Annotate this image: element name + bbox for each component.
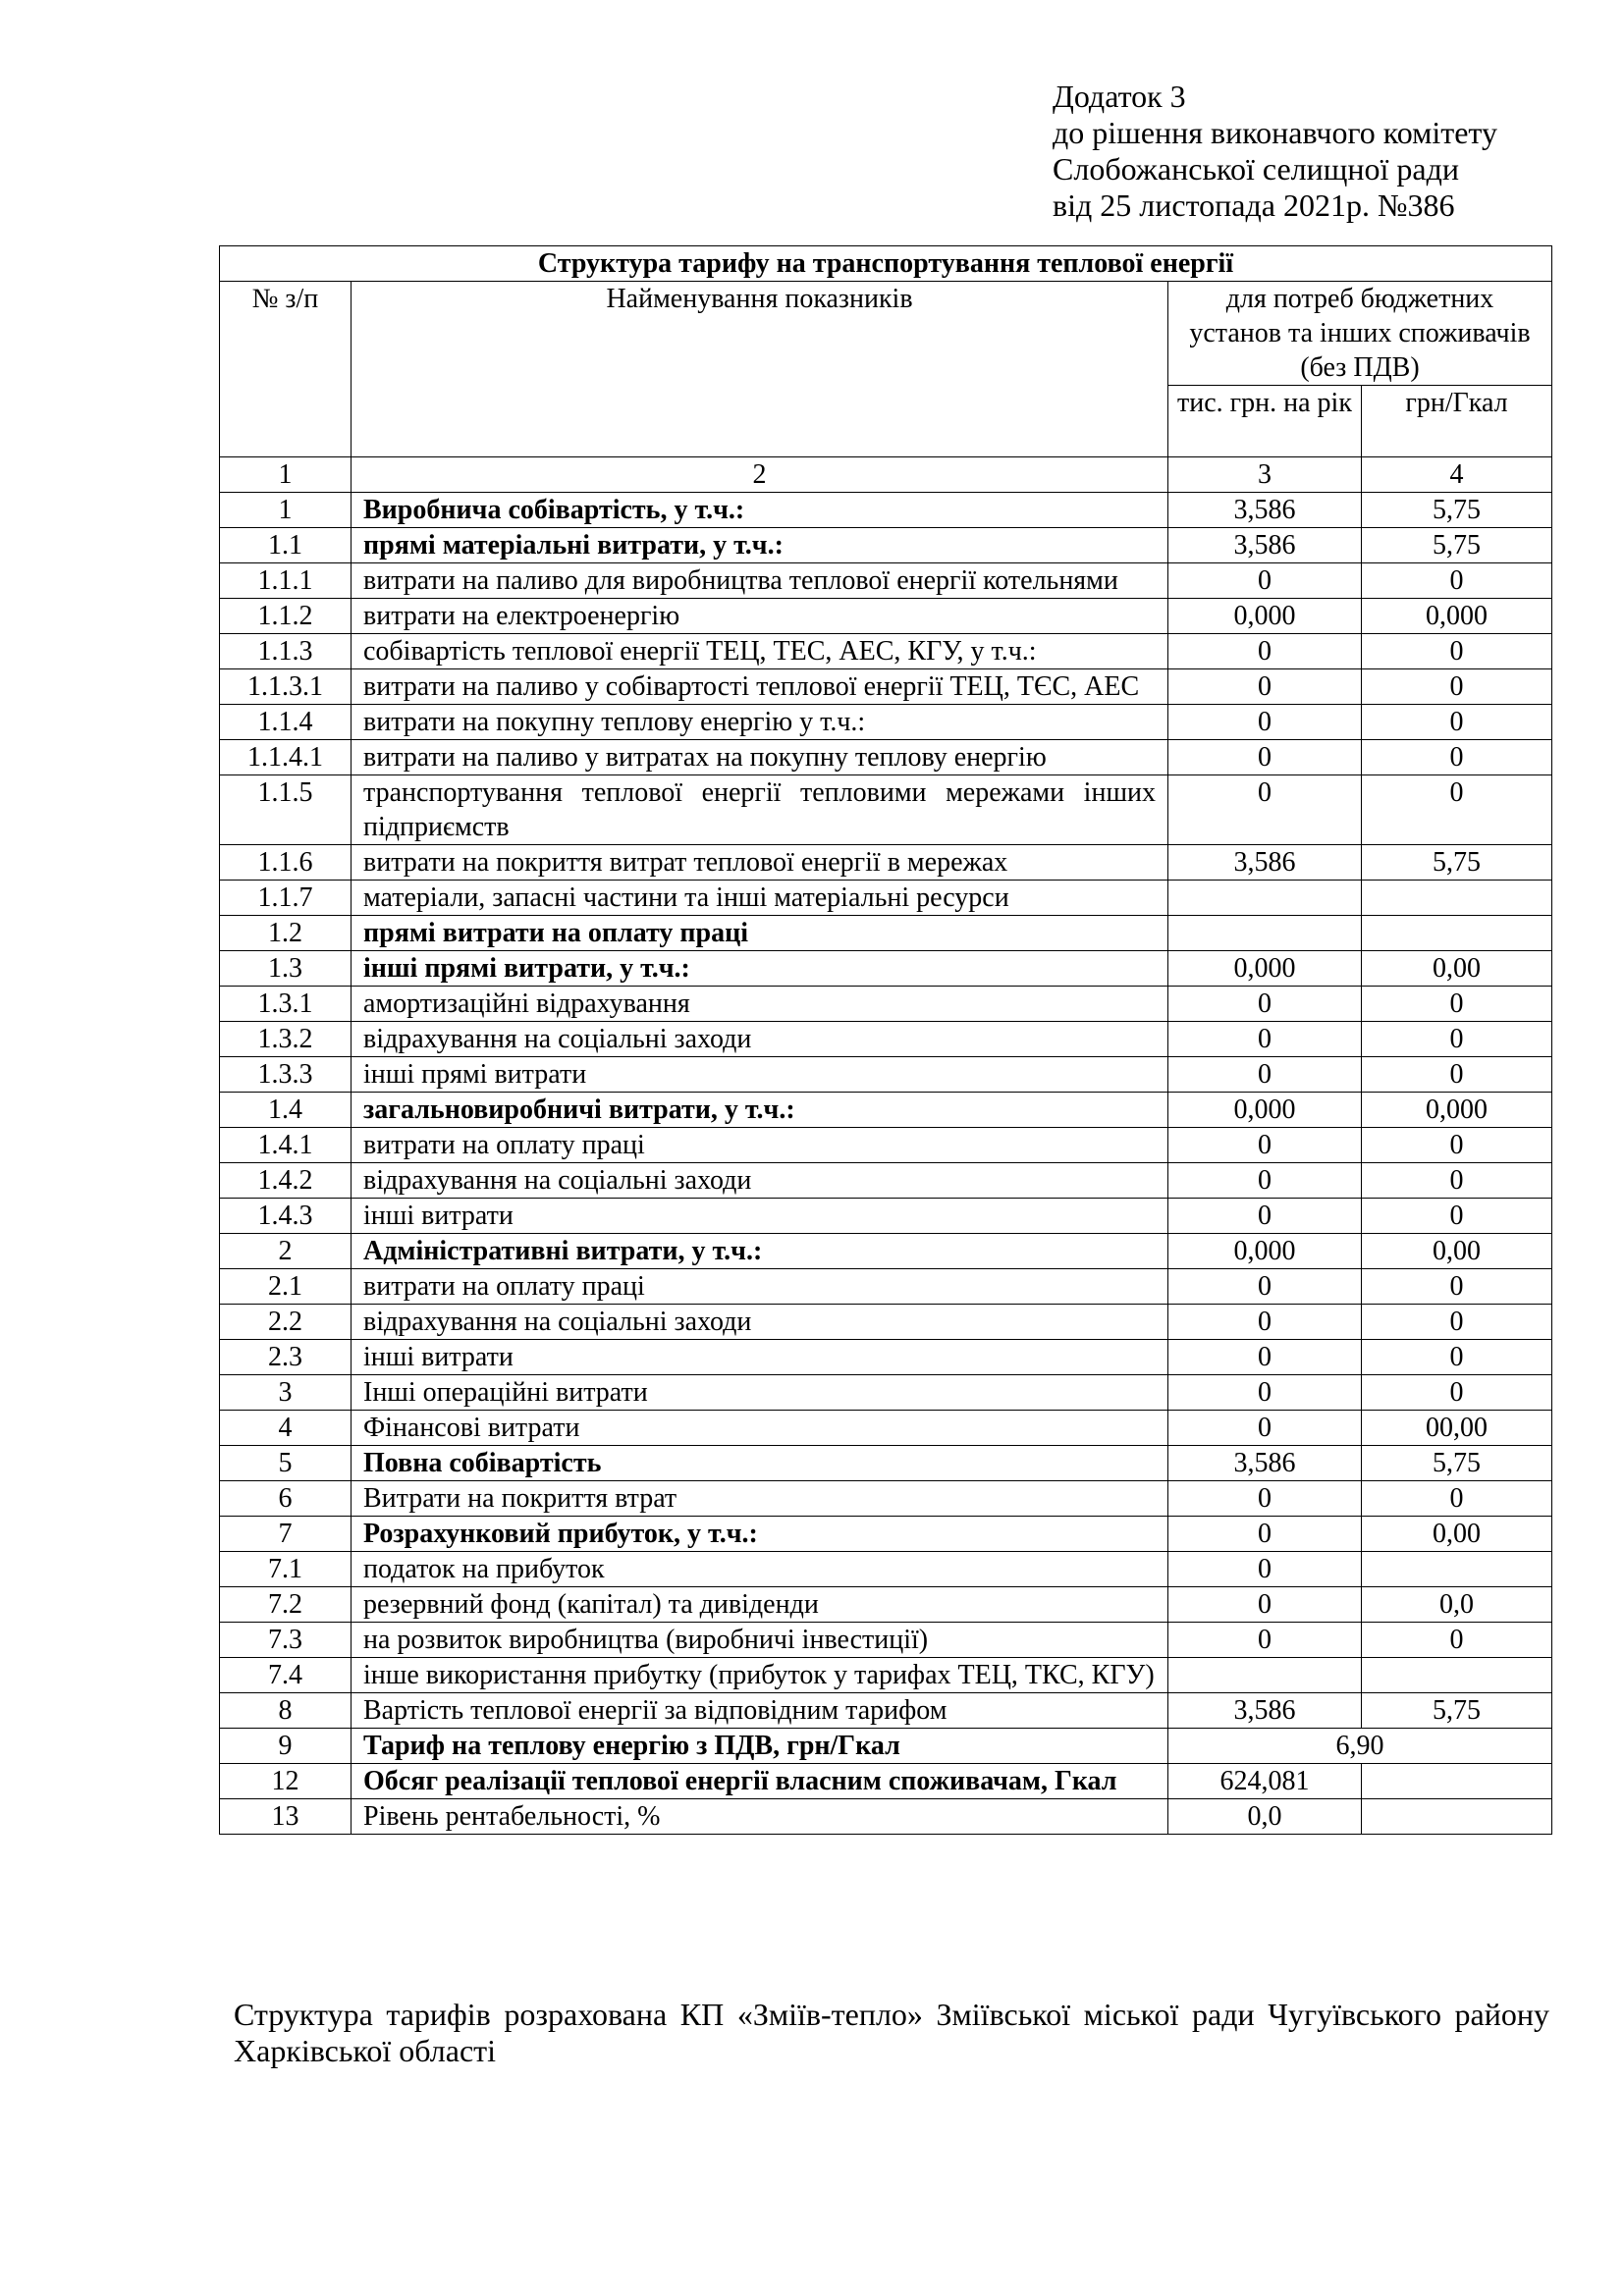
table-row xyxy=(220,705,1552,740)
table-row xyxy=(220,1305,1552,1340)
row-name: витрати на покупну теплову енергію у т.ч.: xyxy=(352,705,1168,740)
table-row xyxy=(220,1658,1552,1693)
row-value-thousand-uah: 0,000 xyxy=(1168,951,1362,987)
row-num: 1.1.5 xyxy=(220,775,352,845)
table-row xyxy=(220,845,1552,881)
row-name: прямі матеріальні витрати, у т.ч.: xyxy=(352,528,1168,563)
table-row xyxy=(220,1057,1552,1093)
row-num: 1.3.1 xyxy=(220,987,352,1022)
row-value-uah-gcal: 0 xyxy=(1362,740,1552,775)
row-value-uah-gcal: 0 xyxy=(1362,987,1552,1022)
row-value-thousand-uah: 0 xyxy=(1168,987,1362,1022)
row-value-uah-gcal: 0,00 xyxy=(1362,1234,1552,1269)
row-num: 7.1 xyxy=(220,1552,352,1587)
row-value-uah-gcal: 0 xyxy=(1362,1057,1552,1093)
row-value-thousand-uah: 0 xyxy=(1168,1163,1362,1199)
row-value-thousand-uah: 0 xyxy=(1168,775,1362,845)
row-name: інші прямі витрати, у т.ч.: xyxy=(352,951,1168,987)
table-row xyxy=(220,987,1552,1022)
row-name: витрати на паливо для виробництва теплової енергії котельнями xyxy=(352,563,1168,599)
row-value-thousand-uah: 0,000 xyxy=(1168,1093,1362,1128)
row-name: інші витрати xyxy=(352,1199,1168,1234)
row-value-uah-gcal: 0 xyxy=(1362,1305,1552,1340)
table-row xyxy=(220,740,1552,775)
row-value-uah-gcal: 0,0 xyxy=(1362,1587,1552,1623)
row-name: інші прямі витрати xyxy=(352,1057,1168,1093)
row-value-uah-gcal xyxy=(1362,1658,1552,1693)
row-name: витрати на паливо у витратах на покупну теплову енергію xyxy=(352,740,1168,775)
tariff-table-body xyxy=(220,246,1552,1729)
row-value-uah-gcal: 0 xyxy=(1362,1481,1552,1517)
row-name: Повна собівартість xyxy=(352,1446,1168,1481)
row-name: інше використання прибутку (прибуток у тарифах ТЕЦ, ТКС, КГУ) xyxy=(352,1658,1168,1693)
table-row xyxy=(220,528,1552,563)
row-value-uah-gcal xyxy=(1362,1799,1552,1835)
row-value-uah-gcal: 0 xyxy=(1362,1375,1552,1411)
row-value-uah-gcal: 5,75 xyxy=(1362,1693,1552,1729)
row-num: 1.1.3.1 xyxy=(220,669,352,705)
annex-line-4: від 25 листопада 2021р. №386 xyxy=(1053,187,1455,223)
row-value-thousand-uah xyxy=(1168,1658,1362,1693)
row-value-thousand-uah: 0 xyxy=(1168,1411,1362,1446)
table-row xyxy=(220,881,1552,916)
row-name: Обсяг реалізації теплової енергії власним споживачам, Гкал xyxy=(352,1764,1168,1799)
row-value-thousand-uah: 3,586 xyxy=(1168,1446,1362,1481)
row-num: 8 xyxy=(220,1693,352,1729)
row-value-uah-gcal xyxy=(1362,1552,1552,1587)
table-title: Структура тарифу на транспортування теплової енергії xyxy=(220,246,1552,282)
footnote: Структура тарифів розрахована КП «Зміїв-тепло» Зміївської міської ради Чугуївського району Харківської області xyxy=(234,1997,1549,2068)
row-value-uah-gcal: 0 xyxy=(1362,669,1552,705)
row-value-thousand-uah: 3,586 xyxy=(1168,845,1362,881)
row-value-uah-gcal: 0 xyxy=(1362,705,1552,740)
row-value-thousand-uah: 0 xyxy=(1168,1623,1362,1658)
table-row xyxy=(220,775,1552,845)
row-value-thousand-uah: 0 xyxy=(1168,1481,1362,1517)
row-num: 1.2 xyxy=(220,916,352,951)
row-name: загальновиробничі витрати, у т.ч.: xyxy=(352,1093,1168,1128)
row-num: 1.1.2 xyxy=(220,599,352,634)
row-value-uah-gcal: 0 xyxy=(1362,1269,1552,1305)
row-name: Тариф на теплову енергію з ПДВ, грн/Гкал xyxy=(352,1729,1168,1764)
row-value-thousand-uah: 3,586 xyxy=(1168,1693,1362,1729)
row-value-uah-gcal: 0 xyxy=(1362,1623,1552,1658)
tariff-table-tail xyxy=(220,1729,1552,1835)
row-num: 3 xyxy=(220,1375,352,1411)
row-value-uah-gcal: 0 xyxy=(1362,563,1552,599)
row-value-uah-gcal: 0 xyxy=(1362,1340,1552,1375)
table-row xyxy=(220,1022,1552,1057)
row-value-thousand-uah: 0,000 xyxy=(1168,1234,1362,1269)
row-value-thousand-uah: 0 xyxy=(1168,1340,1362,1375)
row-name: собівартість теплової енергії ТЕЦ, ТЕС, АЕС, КГУ, у т.ч.: xyxy=(352,634,1168,669)
table-row xyxy=(220,493,1552,528)
row-num: 2.2 xyxy=(220,1305,352,1340)
row-value-thousand-uah: 0 xyxy=(1168,669,1362,705)
row-value-thousand-uah: 0 xyxy=(1168,1375,1362,1411)
row-name: інші витрати xyxy=(352,1340,1168,1375)
row-num: 1.1.6 xyxy=(220,845,352,881)
row-value-thousand-uah xyxy=(1168,916,1362,951)
row-value-uah-gcal: 5,75 xyxy=(1362,845,1552,881)
row-num: 12 xyxy=(220,1764,352,1799)
row-value-thousand-uah: 0,000 xyxy=(1168,599,1362,634)
row-value-uah-gcal xyxy=(1362,881,1552,916)
row-num: 2 xyxy=(220,1234,352,1269)
table-row xyxy=(220,1693,1552,1729)
row-num: 13 xyxy=(220,1799,352,1835)
row-value-thousand-uah xyxy=(1168,881,1362,916)
row-value-uah-gcal: 0,00 xyxy=(1362,1517,1552,1552)
tariff-table xyxy=(219,245,1552,1835)
row-value-thousand-uah: 624,081 xyxy=(1168,1764,1362,1799)
row-name: резервний фонд (капітал) та дивіденди xyxy=(352,1587,1168,1623)
row-num: 1.3.2 xyxy=(220,1022,352,1057)
table-row xyxy=(220,1163,1552,1199)
row-name: витрати на оплату праці xyxy=(352,1269,1168,1305)
row-num: 1.1.4.1 xyxy=(220,740,352,775)
row-name: Розрахунковий прибуток, у т.ч.: xyxy=(352,1517,1168,1552)
table-row xyxy=(220,1375,1552,1411)
row-num: 1.3 xyxy=(220,951,352,987)
row-name: витрати на паливо у собівартості теплової енергії ТЕЦ, ТЄС, АЕС xyxy=(352,669,1168,705)
row-name: відрахування на соціальні заходи xyxy=(352,1305,1168,1340)
row-value-thousand-uah: 0 xyxy=(1168,1199,1362,1234)
row-name: транспортування теплової енергії тепловими мережами інших підприємств xyxy=(352,775,1168,845)
row-value-thousand-uah: 0 xyxy=(1168,1552,1362,1587)
table-row xyxy=(220,669,1552,705)
header-row xyxy=(220,282,1552,386)
row-num: 1.1.1 xyxy=(220,563,352,599)
row-value-thousand-uah: 0 xyxy=(1168,563,1362,599)
row-name: відрахування на соціальні заходи xyxy=(352,1022,1168,1057)
row-value-thousand-uah: 0 xyxy=(1168,1517,1362,1552)
row-num: 5 xyxy=(220,1446,352,1481)
row-value-uah-gcal: 0 xyxy=(1362,1199,1552,1234)
row-value-uah-gcal: 0 xyxy=(1362,1163,1552,1199)
row-name: амортизаційні відрахування xyxy=(352,987,1168,1022)
row-num: 1.4.1 xyxy=(220,1128,352,1163)
row-num: 1 xyxy=(220,493,352,528)
row-value-uah-gcal: 0 xyxy=(1362,634,1552,669)
row-name: Адміністративні витрати, у т.ч.: xyxy=(352,1234,1168,1269)
row-name: Витрати на покриття втрат xyxy=(352,1481,1168,1517)
annex-line-2: до рішення виконавчого комітету xyxy=(1053,115,1497,150)
title-row xyxy=(220,246,1552,282)
column-numbers-row xyxy=(220,457,1552,493)
table-row xyxy=(220,1552,1552,1587)
row-value-thousand-uah: 0 xyxy=(1168,1128,1362,1163)
table-row xyxy=(220,1269,1552,1305)
row-value-thousand-uah: 0 xyxy=(1168,1057,1362,1093)
row-num: 1.3.3 xyxy=(220,1057,352,1093)
header-num: № з/п xyxy=(220,282,352,457)
row-value-thousand-uah: 3,586 xyxy=(1168,528,1362,563)
row-num: 1.4 xyxy=(220,1093,352,1128)
row-name: Рівень рентабельності, % xyxy=(352,1799,1168,1835)
row-num: 1.1.3 xyxy=(220,634,352,669)
row-value-uah-gcal: 0,00 xyxy=(1362,951,1552,987)
annex-line-3: Слобожанської селищної ради xyxy=(1053,151,1459,187)
colnum-2: 2 xyxy=(352,457,1168,493)
colnum-1: 1 xyxy=(220,457,352,493)
table-row xyxy=(220,599,1552,634)
row-value-thousand-uah: 0 xyxy=(1168,634,1362,669)
row-value-uah-gcal: 0,000 xyxy=(1362,599,1552,634)
row-name: Вартість теплової енергії за відповідним тарифом xyxy=(352,1693,1168,1729)
annex-header xyxy=(1053,79,1497,224)
row-num: 6 xyxy=(220,1481,352,1517)
row-name: прямі витрати на оплату праці xyxy=(352,916,1168,951)
row-value-uah-gcal: 5,75 xyxy=(1362,493,1552,528)
row-value-thousand-uah: 3,586 xyxy=(1168,493,1362,528)
table-row xyxy=(220,1234,1552,1269)
table-row xyxy=(220,1623,1552,1658)
row-name: Фінансові витрати xyxy=(352,1411,1168,1446)
row-num: 2.3 xyxy=(220,1340,352,1375)
table-row xyxy=(220,951,1552,987)
row-value-thousand-uah: 0 xyxy=(1168,1269,1362,1305)
table-row xyxy=(220,634,1552,669)
row-num: 2.1 xyxy=(220,1269,352,1305)
row-name: матеріали, запасні частини та інші матеріальні ресурси xyxy=(352,881,1168,916)
row-value-merged: 6,90 xyxy=(1168,1729,1552,1764)
table-row xyxy=(220,1517,1552,1552)
row-value-thousand-uah: 0 xyxy=(1168,1587,1362,1623)
row-value-thousand-uah: 0 xyxy=(1168,1022,1362,1057)
header-group: для потреб бюджетних установ та інших споживачів (без ПДВ) xyxy=(1168,282,1552,386)
table-row xyxy=(220,1587,1552,1623)
row-num: 1.1 xyxy=(220,528,352,563)
table-row xyxy=(220,1128,1552,1163)
row-num: 1.1.7 xyxy=(220,881,352,916)
row-name: витрати на покриття витрат теплової енергії в мережах xyxy=(352,845,1168,881)
header-unit-uah-gcal: грн/Гкал xyxy=(1362,386,1552,457)
row-value-thousand-uah: 0 xyxy=(1168,740,1362,775)
row-num: 1.1.4 xyxy=(220,705,352,740)
header-unit-thousand-uah: тис. грн. на рік xyxy=(1168,386,1362,457)
row-name: податок на прибуток xyxy=(352,1552,1168,1587)
row-name: витрати на оплату праці xyxy=(352,1128,1168,1163)
table-row xyxy=(220,1446,1552,1481)
row-value-thousand-uah: 0 xyxy=(1168,1305,1362,1340)
row-value-uah-gcal: 5,75 xyxy=(1362,1446,1552,1481)
row-num: 1.4.3 xyxy=(220,1199,352,1234)
row-num: 4 xyxy=(220,1411,352,1446)
table-row-12 xyxy=(220,1764,1552,1799)
row-value-uah-gcal: 0 xyxy=(1362,1128,1552,1163)
row-num: 7.2 xyxy=(220,1587,352,1623)
header-name: Найменування показників xyxy=(352,282,1168,457)
row-value-uah-gcal: 5,75 xyxy=(1362,528,1552,563)
row-num: 1.4.2 xyxy=(220,1163,352,1199)
table-row xyxy=(220,1411,1552,1446)
table-row xyxy=(220,916,1552,951)
table-row xyxy=(220,563,1552,599)
row-value-uah-gcal: 0 xyxy=(1362,1022,1552,1057)
row-num: 9 xyxy=(220,1729,352,1764)
row-name: витрати на електроенергію xyxy=(352,599,1168,634)
row-num: 7 xyxy=(220,1517,352,1552)
row-name: Виробнича собівартість, у т.ч.: xyxy=(352,493,1168,528)
table-row xyxy=(220,1481,1552,1517)
row-num: 7.3 xyxy=(220,1623,352,1658)
row-name: відрахування на соціальні заходи xyxy=(352,1163,1168,1199)
table-row-9 xyxy=(220,1729,1552,1764)
row-value-uah-gcal xyxy=(1362,1764,1552,1799)
row-value-thousand-uah: 0,0 xyxy=(1168,1799,1362,1835)
row-value-uah-gcal xyxy=(1362,916,1552,951)
table-row-13 xyxy=(220,1799,1552,1835)
colnum-4: 4 xyxy=(1362,457,1552,493)
row-value-thousand-uah: 0 xyxy=(1168,705,1362,740)
colnum-3: 3 xyxy=(1168,457,1362,493)
table-row xyxy=(220,1340,1552,1375)
row-value-uah-gcal: 0 xyxy=(1362,775,1552,845)
row-num: 7.4 xyxy=(220,1658,352,1693)
row-value-uah-gcal: 00,00 xyxy=(1362,1411,1552,1446)
row-name: на розвиток виробництва (виробничі інвестиції) xyxy=(352,1623,1168,1658)
row-value-uah-gcal: 0,000 xyxy=(1362,1093,1552,1128)
table-row xyxy=(220,1199,1552,1234)
row-name: Інші операційні витрати xyxy=(352,1375,1168,1411)
table-row xyxy=(220,1093,1552,1128)
annex-line-1: Додаток 3 xyxy=(1053,79,1186,114)
